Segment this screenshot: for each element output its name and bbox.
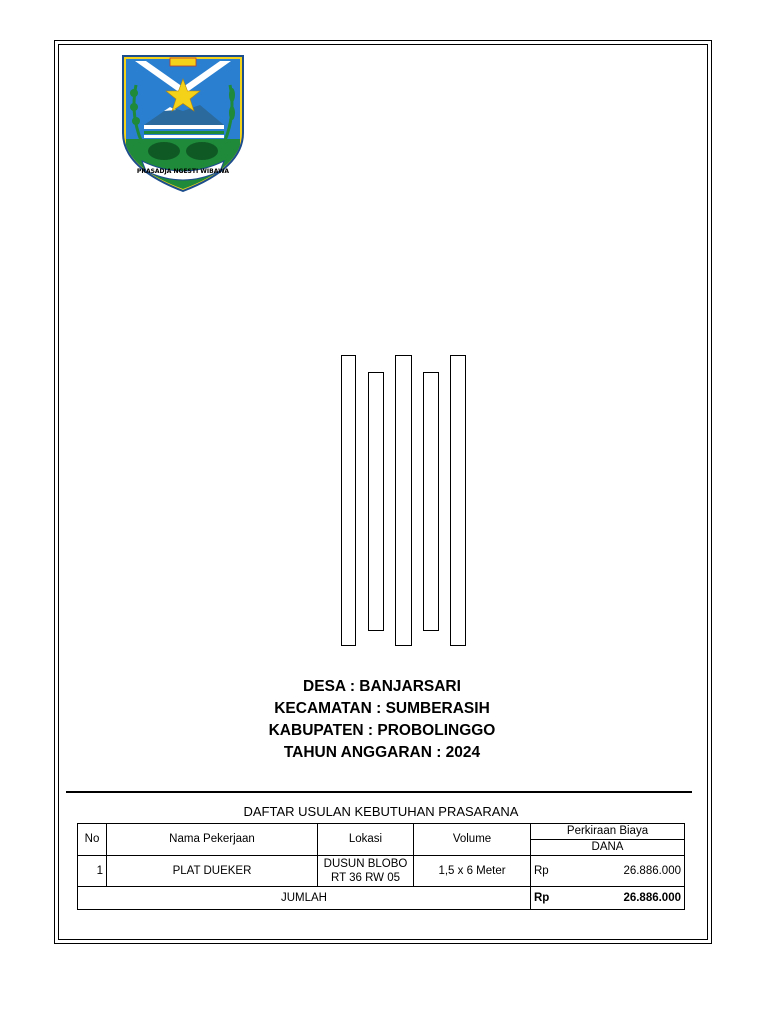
total-currency: Rp: [531, 887, 573, 910]
decor-bar: [341, 355, 356, 646]
cell-no: 1: [78, 856, 107, 887]
decor-bar: [368, 372, 384, 631]
header-dana: DANA: [531, 840, 685, 856]
header-biaya: Perkiraan Biaya: [531, 824, 685, 840]
table-title: DAFTAR USULAN KEBUTUHAN PRASARANA: [243, 804, 519, 819]
title-block: [200, 676, 564, 764]
ribbon-top: [170, 58, 196, 66]
river-stripe-2: [144, 131, 224, 134]
header-lokasi: Lokasi: [318, 824, 414, 856]
header-volume: Volume: [414, 824, 531, 856]
decor-bar: [395, 355, 412, 646]
regency-emblem: [120, 55, 246, 193]
header-nama: Nama Pekerjaan: [107, 824, 318, 856]
grape-bunch: [148, 142, 180, 160]
motto-text: PRASADJA NGESTI WIBAWA: [136, 168, 230, 175]
cell-lokasi-line2: RT 36 RW 05: [330, 872, 401, 884]
river-stripe-3: [144, 135, 224, 138]
header-no: No: [78, 824, 107, 856]
decor-bar: [423, 372, 439, 631]
total-amount: 26.886.000: [573, 887, 685, 910]
table-header-row: [78, 824, 685, 840]
title-kecamatan: KECAMATAN : SUMBERASIH: [274, 700, 490, 717]
title-desa: DESA : BANJARSARI: [303, 678, 461, 695]
cell-amount: 26.886.000: [573, 856, 685, 887]
table-total-row: [78, 887, 685, 910]
cell-volume: 1,5 x 6 Meter: [414, 856, 531, 887]
table-row: [78, 856, 685, 887]
cell-nama: PLAT DUEKER: [107, 856, 318, 887]
title-kabupaten: KABUPATEN : PROBOLINGGO: [268, 722, 496, 739]
cell-lokasi-line1: DUSUN BLOBO: [323, 858, 408, 870]
decor-bar: [450, 355, 466, 646]
divider-line: [66, 791, 692, 793]
total-label: JUMLAH: [78, 887, 531, 910]
cell-currency: Rp: [531, 856, 573, 887]
title-tahun: TAHUN ANGGARAN : 2024: [283, 744, 481, 761]
river-stripe-1: [144, 125, 224, 129]
mango-leaves: [186, 142, 218, 160]
usulan-table: [77, 823, 685, 910]
cell-lokasi: [318, 856, 414, 887]
